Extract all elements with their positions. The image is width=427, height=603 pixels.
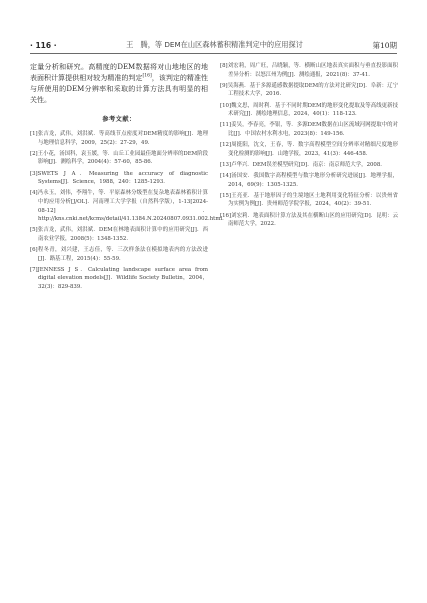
- body-paragraph: [30, 62, 208, 106]
- reference-item: [7]JENNESS J S．Calculating landscape surface area from digital elevation models[J]．Wildlife Society Bulletin，2004，32(3)：829-839．: [30, 266, 208, 291]
- page-number: · 116 ·: [30, 40, 57, 50]
- reference-item: [16]刘宏莉．地表面积计算方法及其在横断山区的应用研究[D]．昆明：云南师范大学，2022．: [220, 212, 398, 228]
- paragraph-tail: ，该判定的精准性与所使用的DEM分辨率和采取的计算方法具有明显的相关性。: [30, 74, 208, 104]
- reference-item: [14]汤国安．我国数字高程模型与数字地形分析研究进展[J]．地理学报，2014，69(9)：1305-1325．: [220, 173, 398, 188]
- reference-item: [12]周挺阳，沈文，王春，等．数字高程模型空间分辨率对精细尺度地形变化检测的影响[J]．山地学报，2023，41(3)：446-458．: [220, 142, 398, 157]
- page-header: [30, 38, 397, 52]
- right-column: [220, 62, 398, 231]
- reference-item: [3]SWETS J A．Measuring the accuracy of diagnostic Systems[J]．Science，1988，240：1285-1293．: [30, 170, 208, 186]
- header-rule: [30, 53, 397, 54]
- reference-item: [4]冯永玉，刘伟，李翔牛，等．平原森林分级型在复杂地表森林蓄积计算中的应用分析[J/OL]．河南理工大学学报（自然科学版），1-13[2024-08-12]．http://kns.cnki.net/kcms/detail/41.1384.N.20240807.0931.002.html．: [30, 190, 228, 223]
- reference-item: [1]张吉龙，武伟，刘洪斌．等高线节点密度对DEM精度的影响[J]．地理与地理信息科学，2009，25(2)：27-29，49．: [30, 131, 208, 146]
- paragraph-text: 定量分析和研究。高精度的DEM数据将对山地地区的地表面积计算提供相对较为精准的判定: [30, 63, 208, 82]
- running-title: 王 腾，等 DEM在山区森林蓄积精准判定中的应用探讨: [126, 40, 303, 49]
- reference-item: [15]王亮亚．基于地形因子的生境地区土地利用变化特征分析：以贵州省为实例为例[J]．贵州师范学院学报，2024，40(2)：39-51．: [220, 192, 398, 208]
- citation-mark: [16]: [142, 73, 152, 79]
- reference-item: [2]王小花，汤国科，袁玉媛，等．山丘工业园最佳地面分辨率的DEM阶段影响[J]．测绘科学，2004(4)：57-60，85-86．: [30, 150, 208, 166]
- references-heading: 参考文献：: [102, 116, 136, 123]
- reference-item: [6]程冬青，刘兴建，王志佳，等．三次样条法在模拟地表内的方法改进[J]．路基工程，2015(4)：55-59．: [30, 247, 208, 262]
- issue-label: 第10期: [372, 40, 397, 50]
- reference-item: [10]魏文思，周时利．基于不同时期DEM的地形变化提取及等高线更新技术研究[J]．测绘地理信息，2024，40(1)：118-123．: [220, 102, 398, 118]
- reference-item: [9]吴海燕．基于多源遥感数据提取DEM的方法对比研究[D]．阜新：辽宁工程技术大学，2016．: [220, 82, 398, 98]
- left-column: [30, 62, 228, 294]
- reference-item: [8]刘宏莉，周广旺，吕晓颖，等．横断山区地表真实面积与垂直投影面积差异分析：以怒江州为例[J]．测绘通报，2021(8)：37-41．: [220, 63, 398, 78]
- reference-item: [11]姜吴，李春亮，李银，等．多源DEM数据在山区流域河网提取中的对比[J]．中国农村水利水电，2023(8)：149-156．: [220, 122, 398, 137]
- reference-item: [5]张吉龙，武伟，刘洪斌．DEM在林地表面积计算中的应用研究[J]．西南农业学报，2008(5)：1348-1352．: [30, 227, 208, 242]
- reference-item: [13]卢华兴．DEM误差模型研究[D]．南京：南京师范大学，2008．: [220, 161, 386, 168]
